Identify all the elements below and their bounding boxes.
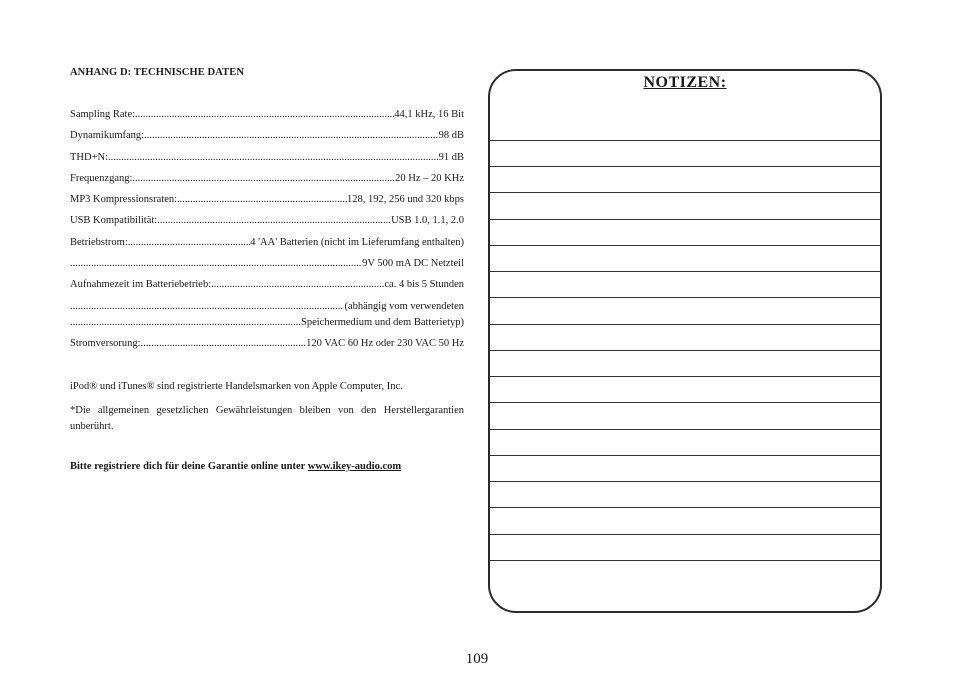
spec-row-operating-power bbox=[70, 237, 464, 258]
spec-list bbox=[70, 109, 464, 359]
note-line bbox=[490, 192, 880, 193]
note-line bbox=[490, 271, 880, 272]
section-title: ANHANG D: TECHNISCHE DATEN bbox=[70, 67, 245, 78]
spec-value: ca. 4 bis 5 Stunden bbox=[384, 279, 464, 291]
trademark-note: iPod® und iTunes® sind registrierte Handelsmarken von Apple Computer, Inc. bbox=[70, 381, 403, 392]
spec-value: 120 VAC 60 Hz oder 230 VAC 50 Hz bbox=[306, 337, 464, 349]
note-line bbox=[490, 560, 880, 561]
spec-row-thd bbox=[70, 152, 464, 173]
spec-value: 98 dB bbox=[438, 130, 464, 142]
spec-row-frequency-response bbox=[70, 173, 464, 194]
spec-value: 44,1 kHz, 16 Bit bbox=[394, 109, 464, 120]
spec-value: 4 'AA' Batterien (nicht im Lieferumfang enthalten) bbox=[250, 236, 464, 248]
spec-row-battery-recording-time bbox=[70, 279, 464, 300]
page-number: 109 bbox=[465, 651, 489, 667]
notes-title: NOTIZEN: bbox=[643, 74, 727, 91]
note-line bbox=[490, 324, 880, 325]
registration-text: Bitte registriere dich für deine Garantie online unter bbox=[70, 461, 308, 472]
spec-label: Sampling Rate: bbox=[70, 109, 136, 120]
note-line bbox=[490, 245, 880, 246]
note-line bbox=[490, 376, 880, 377]
spec-value: 9V 500 mA DC Netzteil bbox=[362, 258, 464, 270]
spec-value: USB 1.0, 1.1, 2.0 bbox=[391, 215, 464, 227]
note-line bbox=[490, 350, 880, 351]
spec-row-power-supply bbox=[70, 338, 464, 359]
spec-label: MP3 Kompressionsraten: bbox=[70, 194, 178, 206]
spec-row-mp3-bitrates bbox=[70, 194, 464, 215]
spec-label: THD+N: bbox=[70, 151, 109, 163]
spec-value: 91 dB bbox=[438, 151, 464, 163]
spec-label: Stromversorung: bbox=[70, 337, 141, 349]
warranty-note: *Die allgemeinen gesetzlichen Gewährleistungen bleiben von den Herstellergarantien unberührt. bbox=[70, 405, 464, 432]
spec-label: Aufnahmezeit im Batteriebetrieb: bbox=[70, 279, 212, 291]
spec-value: 128, 192, 256 und 320 kbps bbox=[347, 194, 464, 206]
spec-value: Speichermedium und dem Batterietyp) bbox=[301, 316, 464, 328]
spec-row-usb bbox=[70, 215, 464, 236]
note-line bbox=[490, 140, 880, 141]
spec-value: (abhängig vom verwendeten bbox=[344, 300, 464, 312]
registration-note bbox=[70, 461, 464, 472]
note-line bbox=[490, 429, 880, 430]
spec-row-adapter bbox=[70, 258, 464, 279]
note-line bbox=[490, 402, 880, 403]
spec-label: Dynamikumfang: bbox=[70, 130, 145, 142]
note-line bbox=[490, 455, 880, 456]
note-line bbox=[490, 166, 880, 167]
note-line bbox=[490, 534, 880, 535]
note-line bbox=[490, 507, 880, 508]
spec-label: Betriebstrom: bbox=[70, 236, 128, 248]
spec-row-dynamic-range bbox=[70, 130, 464, 151]
notes-box bbox=[488, 69, 882, 613]
spec-label: USB Kompatibilität: bbox=[70, 215, 158, 227]
spec-value: 20 Hz – 20 KHz bbox=[395, 172, 464, 184]
spec-row-sampling-rate bbox=[70, 109, 464, 130]
note-line bbox=[490, 219, 880, 220]
spec-row-depends-on-media bbox=[70, 301, 464, 333]
registration-link[interactable]: www.ikey-audio.com bbox=[307, 461, 402, 472]
note-line bbox=[490, 481, 880, 482]
note-line bbox=[490, 297, 880, 298]
spec-label: Frequenzgang: bbox=[70, 172, 133, 184]
